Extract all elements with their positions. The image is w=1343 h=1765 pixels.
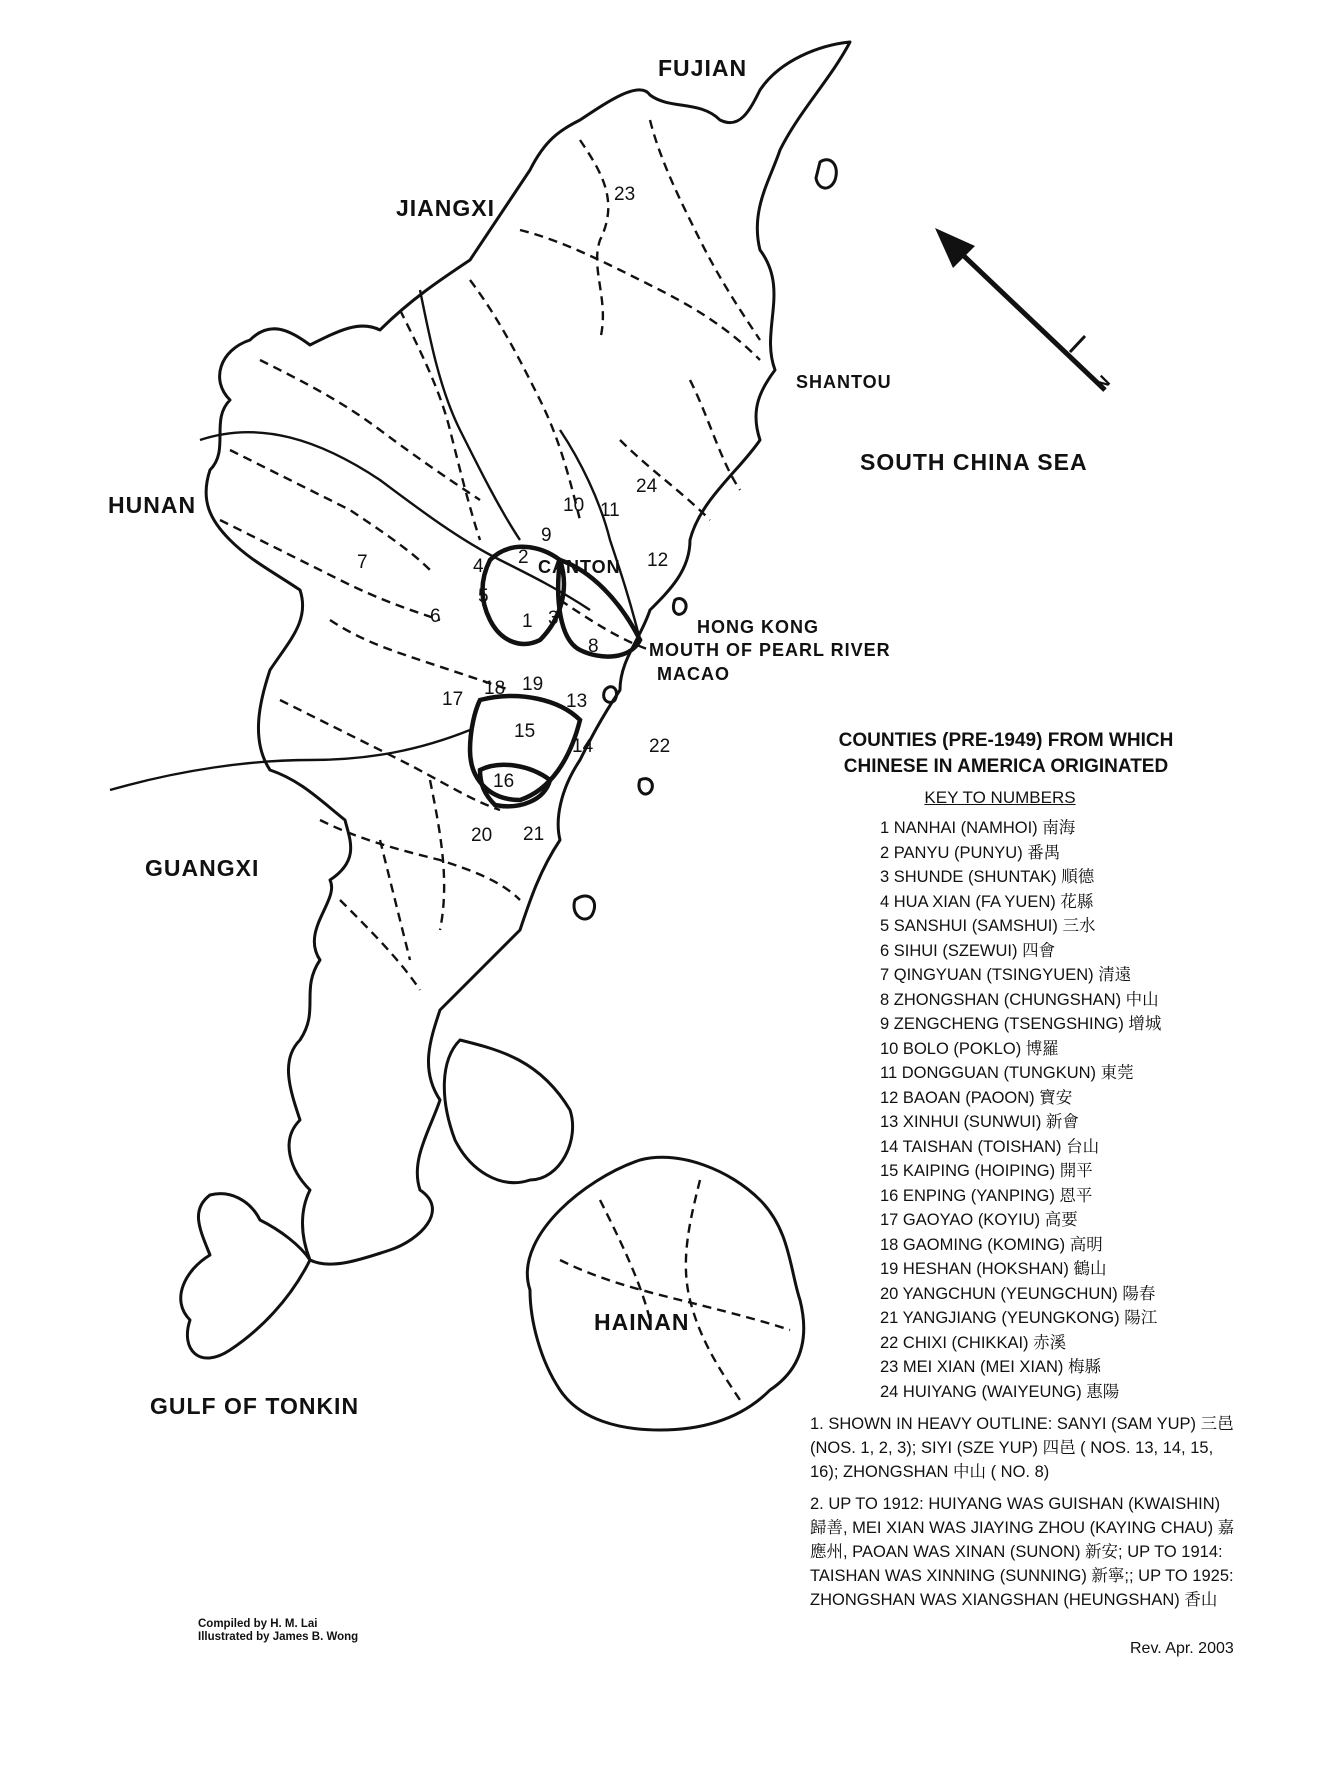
place-label-hong-kong: HONG KONG bbox=[697, 617, 820, 637]
western-coast bbox=[181, 1194, 310, 1358]
north-arrow bbox=[935, 228, 1115, 395]
county-number: 2 bbox=[518, 547, 529, 568]
region-label-south-china-sea: SOUTH CHINA SEA bbox=[860, 449, 1088, 475]
leizhou-peninsula bbox=[444, 1040, 572, 1183]
place-label-canton: CANTON bbox=[538, 557, 621, 577]
credits bbox=[198, 1618, 358, 1644]
legend-entry: 4 HUA XIAN (FA YUEN) 花縣 bbox=[880, 892, 1094, 911]
county-number: 12 bbox=[647, 550, 669, 571]
legend-entry: 15 KAIPING (HOIPING) 開平 bbox=[880, 1162, 1093, 1180]
county-number: 9 bbox=[541, 525, 552, 546]
legend-entry: 17 GAOYAO (KOYIU) 高要 bbox=[880, 1211, 1078, 1229]
region-label-jiangxi: JIANGXI bbox=[396, 195, 496, 221]
county-number: 23 bbox=[614, 184, 636, 205]
legend-entry: 10 BOLO (POKLO) 博羅 bbox=[880, 1039, 1059, 1058]
island bbox=[673, 599, 686, 615]
legend-entry: 12 BAOAN (PAOON) 寶安 bbox=[880, 1088, 1073, 1107]
county-number: 17 bbox=[442, 689, 464, 710]
region-label-guangxi: GUANGXI bbox=[145, 855, 260, 881]
county-number: 21 bbox=[523, 824, 545, 845]
compass-label: N bbox=[1090, 370, 1115, 395]
legend-entry: 21 YANGJIANG (YEUNGKONG) 陽江 bbox=[880, 1309, 1158, 1327]
legend-entry: 18 GAOMING (KOMING) 高明 bbox=[880, 1235, 1103, 1254]
county-number: 18 bbox=[484, 678, 506, 699]
legend-entry: 11 DONGGUAN (TUNGKUN) 東莞 bbox=[880, 1064, 1134, 1082]
legend-title-line: CHINESE IN AMERICA ORIGINATED bbox=[843, 756, 1169, 777]
county-number: 5 bbox=[478, 586, 489, 607]
hainan-outline bbox=[527, 1157, 803, 1430]
county-number: 19 bbox=[522, 674, 544, 695]
legend-entry: 7 QINGYUAN (TSINGYUEN) 清遠 bbox=[880, 966, 1132, 984]
legend-entry: 8 ZHONGSHAN (CHUNGSHAN) 中山 bbox=[880, 990, 1159, 1009]
legend-entry: 1 NANHAI (NAMHOI) 南海 bbox=[880, 819, 1076, 837]
island bbox=[639, 779, 652, 794]
island bbox=[816, 160, 836, 188]
credit-compiled: Compiled by H. M. Lai bbox=[198, 1618, 318, 1630]
county-number-labels bbox=[357, 184, 670, 846]
credit-illustrated: Illustrated by James B. Wong bbox=[198, 1631, 359, 1643]
rivers bbox=[110, 290, 640, 790]
place-label-pearl-river: MOUTH OF PEARL RIVER bbox=[649, 640, 891, 660]
region-label-hainan: HAINAN bbox=[594, 1309, 690, 1335]
place-label-macao: MACAO bbox=[657, 664, 730, 684]
legend-entry: 19 HESHAN (HOKSHAN) 鶴山 bbox=[880, 1260, 1107, 1278]
county-number: 13 bbox=[566, 691, 588, 712]
legend-entry: 24 HUIYANG (WAIYEUNG) 惠陽 bbox=[880, 1382, 1120, 1401]
region-label-gulf-of-tonkin: GULF OF TONKIN bbox=[150, 1393, 360, 1419]
legend-entry: 3 SHUNDE (SHUNTAK) 順德 bbox=[880, 868, 1095, 886]
legend-entry: 14 TAISHAN (TOISHAN) 台山 bbox=[880, 1137, 1100, 1156]
legend-entry: 22 CHIXI (CHIKKAI) 赤溪 bbox=[880, 1333, 1067, 1352]
place-label-shantou: SHANTOU bbox=[796, 372, 892, 392]
legend-entry: 16 ENPING (YANPING) 恩平 bbox=[880, 1186, 1093, 1205]
county-number: 8 bbox=[588, 636, 599, 657]
heavy-outline-counties bbox=[470, 547, 640, 806]
county-number: 22 bbox=[649, 736, 671, 757]
legend bbox=[810, 728, 1260, 1612]
island bbox=[574, 896, 595, 919]
legend-title-line: COUNTIES (PRE-1949) FROM WHICH bbox=[838, 730, 1174, 751]
region-label-fujian: FUJIAN bbox=[658, 55, 748, 81]
legend-note: 2. UP TO 1912: HUIYANG WAS GUISHAN (KWAISHIN) 歸善, MEI XIAN WAS JIAYING ZHOU (KAYING CHAU) 嘉應州, PAOAN WAS XINAN (SUNON) 新安; UP TO 1914: TAISHAN WAS XINNING (SUNNING) 新寧;; UP TO 1925: ZHONGSHAN WAS XIANGSHAN (HEUNGSHAN) 香山 bbox=[810, 1495, 1235, 1609]
legend-note: 1. SHOWN IN HEAVY OUTLINE: SANYI (SAM YUP) 三邑 (NOS. 1, 2, 3); SIYI (SZE YUP) 四邑 ( NOS. 13, 14, 15, 16); ZHONGSHAN 中山 ( NO. 8) bbox=[810, 1415, 1234, 1481]
county-number: 15 bbox=[514, 721, 536, 742]
legend-entry: 9 ZENGCHENG (TSENGSHING) 增城 bbox=[880, 1015, 1162, 1033]
island bbox=[604, 687, 617, 703]
legend-key-heading: KEY TO NUMBERS bbox=[924, 788, 1076, 807]
county-number: 16 bbox=[493, 771, 515, 792]
region-label-hunan: HUNAN bbox=[108, 492, 197, 518]
county-number: 7 bbox=[357, 552, 368, 573]
county-number: 24 bbox=[636, 476, 658, 497]
legend-entry: 20 YANGCHUN (YEUNGCHUN) 陽春 bbox=[880, 1284, 1156, 1303]
county-number: 14 bbox=[572, 736, 594, 757]
county-number: 11 bbox=[600, 500, 620, 521]
county-number: 1 bbox=[522, 611, 533, 632]
county-number: 3 bbox=[548, 608, 559, 629]
county-number: 20 bbox=[471, 825, 493, 846]
revision-date: Rev. Apr. 2003 bbox=[1130, 1640, 1234, 1657]
county-number: 6 bbox=[430, 606, 441, 627]
legend-entry: 13 XINHUI (SUNWUI) 新會 bbox=[880, 1113, 1079, 1131]
county-number: 10 bbox=[563, 495, 585, 516]
legend-entry: 6 SIHUI (SZEWUI) 四會 bbox=[880, 941, 1056, 960]
legend-entry: 23 MEI XIAN (MEI XIAN) 梅縣 bbox=[880, 1358, 1101, 1376]
county-number: 4 bbox=[473, 556, 484, 577]
legend-title bbox=[816, 728, 1196, 780]
legend-list bbox=[880, 816, 1260, 1404]
legend-entry: 2 PANYU (PUNYU) 番禺 bbox=[880, 843, 1061, 862]
legend-entry: 5 SANSHUI (SAMSHUI) 三水 bbox=[880, 917, 1096, 935]
